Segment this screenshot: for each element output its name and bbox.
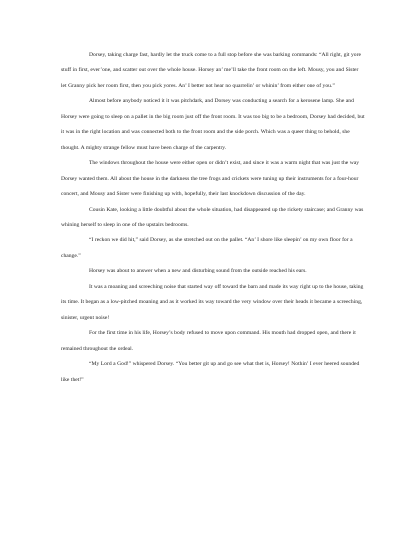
paragraph: For the first time in his life, Horsey’s body refused to move upon command. His mouth had dropped open, and there it remained throughout the ordeal. <box>61 330 356 352</box>
paragraph: Horsey was about to answer when a new and disturbing sound from the outside reached his ears. <box>89 268 307 275</box>
paragraph: “I reckon we did hit,” said Dorsey, as she stretched out on the pallet. “An’ I shore like sleepin’ on my own floor for a change.” <box>61 237 353 259</box>
paragraph: Almost before anybody noticed it it was pitchdark, and Dorsey was conducting a search for a kerosene lamp. She and Horsey were going to sleep on a pallet in the big room just off the front room. It was too big to be a bedroom, Dorsey had decided, but it was in the right location and was connected both to the front room and the side porch. Which was a queer thing to behold, she thought. A mighty strange fellow must have been charge of the carpentry. <box>61 98 365 151</box>
paragraph: It was a moaning and screeching noise that started way off toward the barn and made its way right up to the house, taking its time. It began as a low-pitched moaning and as it worked its way toward the very window over their heads it became a screeching, sinister, urgent noise! <box>61 283 364 321</box>
paragraph: Cousin Kate, looking a little doubtful about the whole situation, had disappeared up the rickety staircase; and Granny was whining herself to sleep in one of the upstairs bedrooms. <box>61 206 364 228</box>
paragraph: “My Lord a God!” whispered Dorsey. “You better git up and go see what thet is, Horsey! Nothin’ I ever heered sounded like thet!” <box>61 361 360 383</box>
body-text <box>61 48 365 388</box>
paragraph: Dorsey, taking charge fast, hardly let the truck come to a full stop before she was barking commands: “All right, git yore stuff in first, ever’one, and scatter out over the whole house. Horsey an’ me’ll take the front room on the left. Mousy, you and Sister let Granny pick her room first, then you pick yores. An’ I better not hear no quarrelin’ or whinin’ from either one of you.” <box>61 52 361 89</box>
paragraph: The windows throughout the house were either open or didn’t exist, and since it was a warm night that was just the way Dorsey wanted them. All about the house in the darkness the tree frogs and crickets were tuning up their instruments for a four-hour concert, and Mousy and Sister were finishing up with, hopefully, their last knockdown discussion of the day. <box>61 160 360 198</box>
